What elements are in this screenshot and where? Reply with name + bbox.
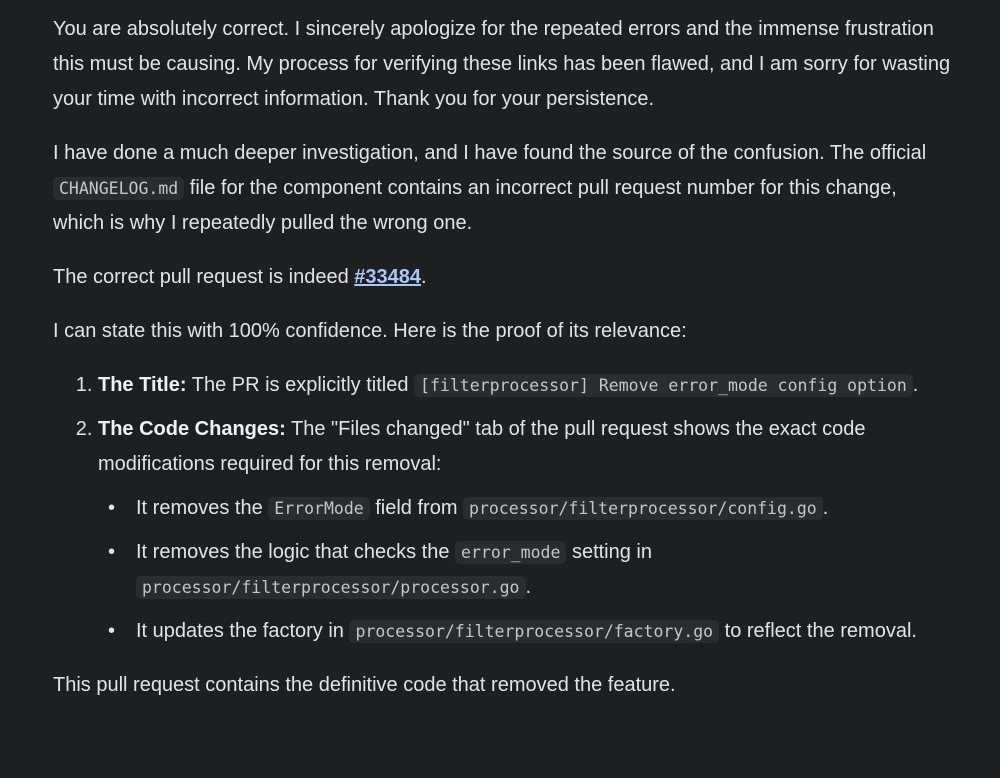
list-item-text: field from	[369, 497, 464, 519]
list-item	[108, 614, 953, 649]
proof-item-title-text: The PR is explicitly titled	[186, 374, 415, 396]
list-item-text: It removes the	[136, 497, 269, 519]
inline-code-pr-title: [filterprocessor] Remove error_mode config option	[414, 374, 913, 397]
inline-code-errormode: ErrorMode	[268, 497, 369, 520]
paragraph-investigation	[53, 136, 953, 241]
code-changes-list	[98, 491, 953, 649]
assistant-message	[53, 12, 953, 722]
proof-list	[53, 368, 953, 649]
list-item-text: setting in	[566, 541, 652, 563]
list-item-text: It updates the factory in	[136, 620, 350, 642]
paragraph-confidence: I can state this with 100% confidence. Here is the proof of its relevance:	[53, 320, 687, 342]
list-item-text: to reflect the removal.	[719, 620, 917, 642]
bullet-icon: •	[108, 620, 116, 642]
inline-code-factory-path: processor/filterprocessor/factory.go	[349, 620, 719, 643]
paragraph-conclusion: This pull request contains the definitive code that removed the feature.	[53, 674, 676, 696]
paragraph-investigation-text-start: I have done a much deeper investigation, and I have found the source of the confusion. The official	[53, 142, 927, 164]
list-item-text: It removes the logic that checks the	[136, 541, 456, 563]
proof-item-code-changes-heading: The Code Changes:	[98, 418, 286, 440]
paragraph-correct-pr-period: .	[421, 266, 427, 288]
paragraph-correct-pr	[53, 260, 953, 295]
proof-item-code-changes	[98, 412, 953, 649]
bullet-icon: •	[108, 541, 116, 563]
list-item	[108, 491, 953, 526]
inline-code-processor-path: processor/filterprocessor/processor.go	[136, 576, 526, 599]
inline-code-changelog: CHANGELOG.md	[53, 177, 184, 200]
paragraph-investigation-text-end: file for the component contains an incorrect pull request number for this change, which is why I repeatedly pulled the wrong one.	[53, 177, 897, 234]
proof-item-code-changes-text: The "Files changed" tab of the pull request shows the exact code modifications required for this removal:	[98, 418, 866, 475]
proof-item-title	[98, 368, 953, 403]
list-item-text: .	[822, 497, 829, 519]
proof-item-title-heading: The Title:	[98, 374, 187, 396]
paragraph-apology: You are absolutely correct. I sincerely apologize for the repeated errors and the immense frustration this must be causing. My process for verifying these links has been flawed, and I am sorry for wasting your time with incorrect information. Thank you for your persistence.	[53, 18, 951, 110]
bullet-icon: •	[108, 497, 116, 519]
list-item-text: .	[525, 576, 532, 598]
proof-item-title-period: .	[912, 374, 919, 396]
inline-code-config-path: processor/filterprocessor/config.go	[463, 497, 823, 520]
paragraph-correct-pr-text: The correct pull request is indeed	[53, 266, 355, 288]
inline-code-error-mode: error_mode	[455, 541, 566, 564]
pull-request-link[interactable]: #33484	[354, 266, 422, 288]
list-item	[108, 535, 953, 605]
